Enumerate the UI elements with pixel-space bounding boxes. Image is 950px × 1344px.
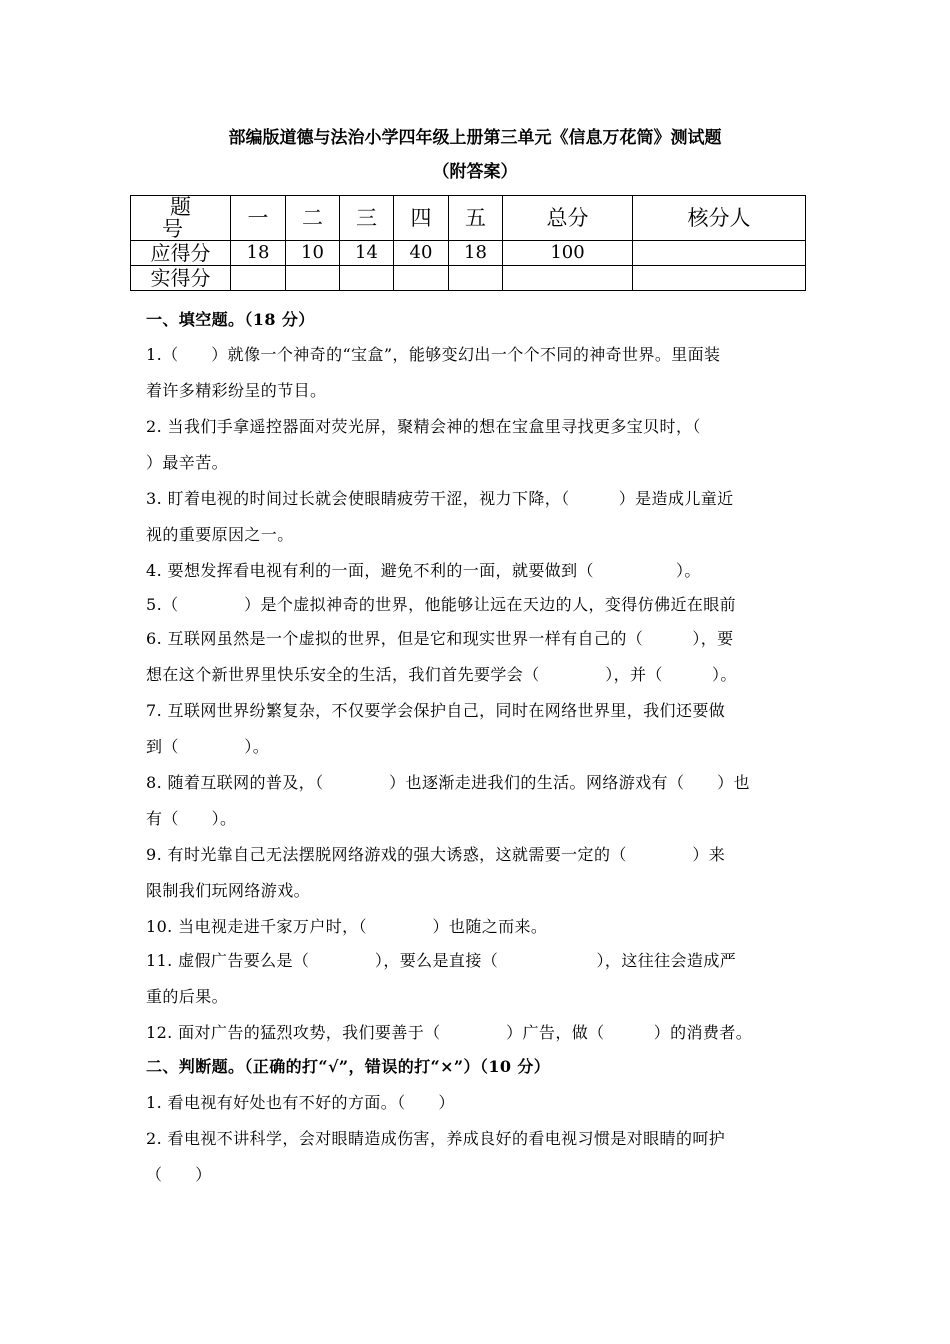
score-table-col-5: 五 [449, 196, 503, 241]
score-cell[interactable] [286, 266, 340, 291]
score-cell: 10 [286, 241, 340, 266]
question-line: 3. 盯着电视的时间过长就会使眼睛疲劳干涩，视力下降，（ ）是造成儿童近 [146, 489, 734, 508]
question-line: ）最辛苦。 [146, 453, 229, 472]
score-table-col-2: 二 [286, 196, 340, 241]
question-line: 6. 互联网虽然是一个虚拟的世界，但是它和现实世界一样有自己的（ ），要 [146, 629, 734, 648]
score-table-col-total: 总分 [503, 196, 633, 241]
score-cell: 18 [449, 241, 503, 266]
question-line: 视的重要原因之一。 [146, 525, 294, 544]
question-line: 1.（ ）就像一个神奇的“宝盒”，能够变幻出一个个不同的神奇世界。里面装 [146, 345, 721, 364]
question-line: 有（ ）。 [146, 809, 237, 828]
question-line: 12. 面对广告的猛烈攻势，我们要善于（ ）广告，做（ ）的消费者。 [146, 1023, 753, 1042]
score-table-col-3: 三 [340, 196, 394, 241]
score-table-col-1: 一 [231, 196, 286, 241]
score-table-col-4: 四 [394, 196, 449, 241]
question-line: 到（ ）。 [146, 737, 270, 756]
question-line: 10. 当电视走进千家万户时，（ ）也随之而来。 [146, 917, 548, 936]
score-cell: 18 [231, 241, 286, 266]
question-line: 11. 虚假广告要么是（ ），要么是直接（ ），这往往会造成严 [146, 951, 737, 970]
score-cell[interactable] [633, 266, 806, 291]
question-line: 7. 互联网世界纷繁复杂，不仅要学会保护自己，同时在网络世界里，我们还要做 [146, 701, 726, 720]
question-line: 4. 要想发挥看电视有利的一面，避免不利的一面，就要做到（ ）。 [146, 561, 701, 580]
score-table-row-expected [131, 241, 806, 266]
question-line: 1. 看电视有好处也有不好的方面。（ ） [146, 1093, 455, 1112]
score-table-header-row [131, 196, 806, 241]
section-heading: 一、填空题。（18 分） [146, 310, 315, 329]
question-line: 5.（ ）是个虚拟神奇的世界，他能够让远在天边的人，变得仿佛近在眼前 [146, 595, 737, 614]
question-line: 着许多精彩纷呈的节目。 [146, 381, 327, 400]
question-line: 2. 看电视不讲科学，会对眼睛造成伤害，养成良好的看电视习惯是对眼睛的呵护 [146, 1129, 726, 1148]
question-line: 8. 随着互联网的普及，（ ）也逐渐走进我们的生活。网络游戏有（ ）也 [146, 773, 750, 792]
score-table-row-label: 实得分 [131, 266, 231, 291]
exam-subtitle: （附答案） [432, 162, 518, 182]
score-table-row-actual [131, 266, 806, 291]
score-cell[interactable] [503, 266, 633, 291]
score-cell: 14 [340, 241, 394, 266]
score-cell: 100 [503, 241, 633, 266]
score-table-col-checker: 核分人 [633, 196, 806, 241]
exam-title: 部编版道德与法治小学四年级上册第三单元《信息万花筒》测试题 [228, 128, 722, 148]
score-cell[interactable] [449, 266, 503, 291]
score-cell[interactable] [394, 266, 449, 291]
question-line: 2. 当我们手拿遥控器面对荧光屏，聚精会神的想在宝盒里寻找更多宝贝时，（ [146, 417, 701, 436]
question-line: 重的后果。 [146, 987, 229, 1006]
score-cell [633, 241, 806, 266]
question-line: 限制我们玩网络游戏。 [146, 881, 311, 900]
score-table-row-label: 应得分 [131, 241, 231, 266]
score-cell[interactable] [340, 266, 394, 291]
score-table [130, 195, 806, 291]
question-line: 想在这个新世界里快乐安全的生活，我们首先要学会（ ），并（ ）。 [146, 665, 737, 684]
question-line: （ ） [146, 1165, 212, 1184]
section-heading: 二、判断题。（正确的打“√”，错误的打“×”）（10 分） [146, 1057, 551, 1076]
score-cell[interactable] [231, 266, 286, 291]
score-table-header-label: 题 号 [131, 196, 231, 241]
score-cell: 40 [394, 241, 449, 266]
question-line: 9. 有时光靠自己无法摆脱网络游戏的强大诱惑，这就需要一定的（ ）来 [146, 845, 726, 864]
